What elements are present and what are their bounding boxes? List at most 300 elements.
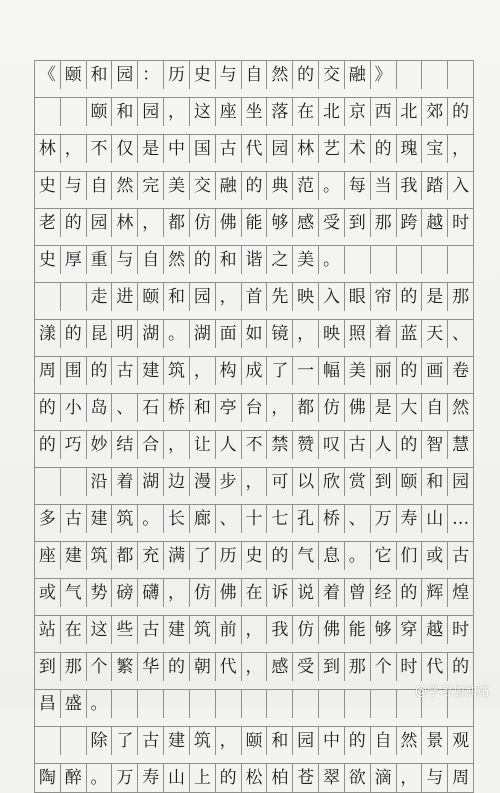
grid-cell: 中 xyxy=(319,727,345,755)
grid-cell: 筑 xyxy=(112,505,138,533)
grid-cell: 都 xyxy=(164,209,190,237)
grid-cell: 自 xyxy=(87,172,113,200)
grid-cell: 感 xyxy=(267,653,293,681)
grid-cell: 代 xyxy=(242,135,268,163)
grid-cell: 气 xyxy=(293,542,319,570)
grid-cell: 朝 xyxy=(190,653,216,681)
grid-cell: 廊 xyxy=(190,505,216,533)
grid-cell: 建 xyxy=(164,727,190,755)
grid-cell: 的 xyxy=(35,394,61,422)
essay-row xyxy=(34,97,474,126)
row-gap xyxy=(34,496,474,504)
row-gap xyxy=(34,533,474,541)
grid-cell: 史 xyxy=(35,172,61,200)
grid-cell: 万 xyxy=(112,764,138,792)
grid-cell: 那 xyxy=(345,653,371,681)
grid-cell: 颐 xyxy=(138,283,164,311)
grid-cell: 明 xyxy=(112,320,138,348)
grid-cell: 不 xyxy=(87,135,113,163)
grid-cell: 历 xyxy=(164,61,190,89)
grid-cell: 古 xyxy=(138,616,164,644)
grid-cell: 大 xyxy=(397,394,423,422)
grid-cell xyxy=(448,246,474,274)
grid-cell xyxy=(242,690,268,718)
grid-cell: 然 xyxy=(164,246,190,274)
grid-cell: ， xyxy=(242,468,268,496)
grid-cell: 松 xyxy=(242,764,268,792)
grid-cell: 能 xyxy=(345,616,371,644)
grid-cell: 和 xyxy=(190,394,216,422)
grid-cell: 建 xyxy=(164,616,190,644)
grid-cell: 、 xyxy=(345,505,371,533)
grid-cell xyxy=(319,690,345,718)
grid-cell: 建 xyxy=(87,505,113,533)
grid-cell: 前 xyxy=(216,616,242,644)
grid-cell: 林 xyxy=(112,209,138,237)
grid-cell: 的 xyxy=(216,764,242,792)
grid-cell: 石 xyxy=(138,394,164,422)
grid-cell: 万 xyxy=(371,505,397,533)
grid-cell: 着 xyxy=(112,468,138,496)
grid-cell: 代 xyxy=(216,653,242,681)
grid-cell: 或 xyxy=(35,579,61,607)
grid-cell: 仅 xyxy=(112,135,138,163)
grid-cell: 史 xyxy=(35,246,61,274)
grid-cell xyxy=(216,690,242,718)
grid-cell: 园 xyxy=(190,283,216,311)
grid-cell: 林 xyxy=(35,135,61,163)
grid-cell: 美 xyxy=(293,246,319,274)
row-gap xyxy=(34,163,474,171)
grid-cell: 周 xyxy=(448,764,474,792)
grid-cell: 智 xyxy=(422,431,448,459)
grid-cell: 越 xyxy=(422,616,448,644)
grid-cell: 我 xyxy=(397,172,423,200)
grid-cell: 古 xyxy=(138,727,164,755)
grid-cell: 个 xyxy=(371,653,397,681)
grid-cell: 经 xyxy=(371,579,397,607)
grid-cell: 是 xyxy=(422,283,448,311)
grid-cell: 宝 xyxy=(422,135,448,163)
essay-row xyxy=(34,393,474,422)
grid-cell: 些 xyxy=(112,616,138,644)
row-gap xyxy=(34,89,474,97)
grid-cell: 。 xyxy=(345,542,371,570)
grid-cell: 园 xyxy=(138,98,164,126)
grid-cell: 以 xyxy=(293,468,319,496)
grid-cell: 术 xyxy=(345,135,371,163)
grid-cell: 周 xyxy=(35,357,61,385)
grid-cell: 完 xyxy=(138,172,164,200)
grid-cell: 们 xyxy=(397,542,423,570)
grid-cell: 可 xyxy=(267,468,293,496)
grid-cell: 的 xyxy=(397,431,423,459)
grid-cell: 佛 xyxy=(216,209,242,237)
grid-cell: 融 xyxy=(216,172,242,200)
grid-cell: 园 xyxy=(267,135,293,163)
grid-cell: 天 xyxy=(422,320,448,348)
grid-cell: 时 xyxy=(448,209,474,237)
grid-cell: 与 xyxy=(112,246,138,274)
grid-cell: 漾 xyxy=(35,320,61,348)
essay-row xyxy=(34,208,474,237)
grid-cell: 之 xyxy=(267,246,293,274)
grid-cell: 观 xyxy=(448,727,474,755)
grid-cell: 然 xyxy=(267,61,293,89)
grid-cell: 交 xyxy=(319,61,345,89)
grid-cell xyxy=(61,468,87,496)
grid-cell xyxy=(112,690,138,718)
grid-cell: 十 xyxy=(242,505,268,533)
grid-cell: 瑰 xyxy=(397,135,423,163)
grid-cell: 与 xyxy=(216,61,242,89)
grid-cell: 山 xyxy=(422,505,448,533)
grid-cell: 京 xyxy=(345,98,371,126)
grid-cell: 在 xyxy=(61,616,87,644)
grid-cell: 都 xyxy=(112,542,138,570)
grid-cell: 人 xyxy=(371,431,397,459)
essay-row xyxy=(34,726,474,755)
row-gap xyxy=(34,200,474,208)
grid-cell: 翠 xyxy=(319,764,345,792)
grid-cell: 。 xyxy=(164,320,190,348)
grid-cell: 北 xyxy=(397,98,423,126)
grid-cell: 建 xyxy=(138,357,164,385)
grid-cell: 走 xyxy=(87,283,113,311)
grid-cell: 多 xyxy=(35,505,61,533)
grid-cell: 落 xyxy=(267,98,293,126)
grid-cell: 诉 xyxy=(267,579,293,607)
grid-cell: 厚 xyxy=(61,246,87,274)
grid-cell: 颐 xyxy=(61,61,87,89)
grid-cell: 盛 xyxy=(61,690,87,718)
grid-cell: 郊 xyxy=(422,98,448,126)
grid-cell: 西 xyxy=(371,98,397,126)
essay-row xyxy=(34,763,474,793)
grid-cell: 筑 xyxy=(190,727,216,755)
grid-cell xyxy=(422,246,448,274)
grid-cell: ， xyxy=(216,727,242,755)
grid-cell: 眼 xyxy=(345,283,371,311)
grid-cell: 当 xyxy=(371,172,397,200)
grid-cell: ， xyxy=(448,135,474,163)
grid-cell: 步 xyxy=(216,468,242,496)
grid-cell: 和 xyxy=(112,98,138,126)
grid-cell: 照 xyxy=(345,320,371,348)
grid-cell: 上 xyxy=(190,764,216,792)
grid-cell: 苍 xyxy=(293,764,319,792)
grid-cell: 首 xyxy=(242,283,268,311)
grid-cell: 仿 xyxy=(190,209,216,237)
row-gap xyxy=(34,755,474,763)
grid-cell: 势 xyxy=(87,579,113,607)
grid-cell: 到 xyxy=(319,653,345,681)
grid-cell: 着 xyxy=(371,320,397,348)
grid-cell: 到 xyxy=(35,653,61,681)
grid-cell: 自 xyxy=(371,727,397,755)
row-gap xyxy=(34,422,474,430)
grid-cell: 人 xyxy=(216,431,242,459)
row-gap xyxy=(34,718,474,726)
essay-row xyxy=(34,430,474,459)
grid-cell: 典 xyxy=(267,172,293,200)
grid-cell: 湖 xyxy=(138,468,164,496)
grid-cell: 边 xyxy=(164,468,190,496)
grid-cell: 构 xyxy=(216,357,242,385)
row-gap xyxy=(34,644,474,652)
grid-cell: 史 xyxy=(242,542,268,570)
grid-cell: 蓝 xyxy=(397,320,423,348)
essay-row xyxy=(34,245,474,274)
grid-cell: 七 xyxy=(267,505,293,533)
grid-cell: 镜 xyxy=(267,320,293,348)
grid-cell: 的 xyxy=(397,579,423,607)
title-row xyxy=(34,60,474,89)
grid-cell: 。 xyxy=(138,505,164,533)
row-gap xyxy=(34,126,474,134)
grid-cell: 佛 xyxy=(216,579,242,607)
grid-cell: 欲 xyxy=(345,764,371,792)
grid-cell: 颐 xyxy=(87,98,113,126)
grid-cell: 着 xyxy=(319,579,345,607)
grid-cell: 景 xyxy=(422,727,448,755)
essay-row xyxy=(34,134,474,163)
grid-cell: 筑 xyxy=(164,357,190,385)
grid-cell: 湖 xyxy=(138,320,164,348)
grid-cell: 昌 xyxy=(35,690,61,718)
grid-cell: 这 xyxy=(190,98,216,126)
grid-cell: 除 xyxy=(87,727,113,755)
grid-cell: 息 xyxy=(319,542,345,570)
grid-cell: 受 xyxy=(319,209,345,237)
grid-cell: 》 xyxy=(371,61,397,89)
grid-cell: 佛 xyxy=(345,394,371,422)
essay-row xyxy=(34,689,474,718)
grid-cell: ， xyxy=(138,209,164,237)
grid-cell: 入 xyxy=(448,172,474,200)
grid-cell: 寿 xyxy=(397,505,423,533)
grid-cell xyxy=(35,98,61,126)
grid-cell: 妙 xyxy=(87,431,113,459)
grid-cell: 时 xyxy=(448,616,474,644)
grid-cell: 华 xyxy=(138,653,164,681)
grid-cell: 座 xyxy=(216,98,242,126)
grid-cell: 够 xyxy=(267,209,293,237)
row-gap xyxy=(34,459,474,467)
grid-cell: 坐 xyxy=(242,98,268,126)
grid-cell: 。 xyxy=(87,690,113,718)
grid-cell: 入 xyxy=(319,283,345,311)
grid-cell: 卷 xyxy=(448,357,474,385)
grid-cell xyxy=(35,468,61,496)
grid-cell: 自 xyxy=(242,61,268,89)
grid-cell: 和 xyxy=(422,468,448,496)
grid-cell: 在 xyxy=(242,579,268,607)
grid-cell: 踏 xyxy=(422,172,448,200)
essay-row xyxy=(34,615,474,644)
grid-cell: 重 xyxy=(87,246,113,274)
grid-cell: 都 xyxy=(293,394,319,422)
grid-cell: 我 xyxy=(267,616,293,644)
grid-cell: 古 xyxy=(448,542,474,570)
grid-cell: ， xyxy=(216,283,242,311)
grid-cell: 《 xyxy=(35,61,61,89)
grid-cell: 座 xyxy=(35,542,61,570)
grid-cell: 湖 xyxy=(190,320,216,348)
grid-cell: 、 xyxy=(216,505,242,533)
grid-cell: ： xyxy=(138,61,164,89)
grid-cell xyxy=(267,690,293,718)
grid-cell: 寿 xyxy=(138,764,164,792)
grid-cell: 礴 xyxy=(138,579,164,607)
grid-cell: 满 xyxy=(164,542,190,570)
grid-cell: 和 xyxy=(87,61,113,89)
grid-cell: 。 xyxy=(87,764,113,792)
grid-cell: 与 xyxy=(422,764,448,792)
grid-cell: 孔 xyxy=(293,505,319,533)
grid-cell: 到 xyxy=(345,209,371,237)
grid-cell: 史 xyxy=(190,61,216,89)
grid-cell xyxy=(138,690,164,718)
grid-cell: 个 xyxy=(87,653,113,681)
grid-cell: … xyxy=(448,505,474,533)
row-gap xyxy=(34,607,474,615)
grid-cell: 一 xyxy=(293,357,319,385)
grid-cell: 丽 xyxy=(371,357,397,385)
grid-cell: 筑 xyxy=(190,616,216,644)
grid-cell: 是 xyxy=(138,135,164,163)
grid-cell: 园 xyxy=(112,61,138,89)
grid-cell: 建 xyxy=(61,542,87,570)
grid-cell: 进 xyxy=(112,283,138,311)
essay-row xyxy=(34,282,474,311)
row-gap xyxy=(34,681,474,689)
grid-cell: 帘 xyxy=(371,283,397,311)
grid-cell: 或 xyxy=(422,542,448,570)
grid-cell: 气 xyxy=(61,579,87,607)
grid-cell: 国 xyxy=(190,135,216,163)
grid-cell xyxy=(35,727,61,755)
grid-cell xyxy=(371,690,397,718)
manuscript-grid xyxy=(34,60,474,793)
row-gap xyxy=(34,311,474,319)
grid-cell: 磅 xyxy=(112,579,138,607)
grid-cell: 园 xyxy=(87,209,113,237)
grid-cell xyxy=(448,61,474,89)
grid-cell xyxy=(61,283,87,311)
grid-cell: 的 xyxy=(35,431,61,459)
grid-cell: 结 xyxy=(112,431,138,459)
grid-cell: 谐 xyxy=(242,246,268,274)
grid-cell: 站 xyxy=(35,616,61,644)
grid-cell xyxy=(345,690,371,718)
grid-cell: 了 xyxy=(267,357,293,385)
grid-cell: 映 xyxy=(293,283,319,311)
grid-cell: 的 xyxy=(371,135,397,163)
grid-cell: 山 xyxy=(164,764,190,792)
grid-cell xyxy=(397,61,423,89)
grid-cell xyxy=(190,690,216,718)
grid-cell: ， xyxy=(293,320,319,348)
grid-cell: 的 xyxy=(242,172,268,200)
grid-cell: 、 xyxy=(112,394,138,422)
row-gap xyxy=(34,385,474,393)
grid-cell: 颐 xyxy=(242,727,268,755)
grid-cell: 能 xyxy=(242,209,268,237)
grid-cell: 了 xyxy=(190,542,216,570)
grid-cell: 在 xyxy=(293,98,319,126)
essay-row xyxy=(34,356,474,385)
grid-cell: 古 xyxy=(112,357,138,385)
grid-cell: 煌 xyxy=(448,579,474,607)
grid-cell: 台 xyxy=(242,394,268,422)
grid-cell: 让 xyxy=(190,431,216,459)
grid-cell: 那 xyxy=(448,283,474,311)
grid-cell: 越 xyxy=(422,209,448,237)
grid-cell: 古 xyxy=(216,135,242,163)
grid-cell: 。 xyxy=(319,246,345,274)
grid-cell: 成 xyxy=(242,357,268,385)
grid-cell: 受 xyxy=(293,653,319,681)
row-gap xyxy=(34,348,474,356)
grid-cell: 够 xyxy=(371,616,397,644)
grid-cell xyxy=(293,690,319,718)
grid-cell: 辉 xyxy=(422,579,448,607)
grid-cell: 桥 xyxy=(319,505,345,533)
grid-cell: 自 xyxy=(138,246,164,274)
grid-cell: 跨 xyxy=(397,209,423,237)
grid-cell: 小 xyxy=(61,394,87,422)
grid-cell: 林 xyxy=(293,135,319,163)
grid-cell: 仿 xyxy=(319,394,345,422)
grid-cell: 和 xyxy=(267,727,293,755)
grid-cell: 叹 xyxy=(319,431,345,459)
grid-cell: 巧 xyxy=(61,431,87,459)
grid-cell: 时 xyxy=(397,653,423,681)
grid-cell: 古 xyxy=(61,505,87,533)
grid-cell xyxy=(397,246,423,274)
row-gap xyxy=(34,237,474,245)
grid-cell: 老 xyxy=(35,209,61,237)
grid-cell: 不 xyxy=(242,431,268,459)
essay-row xyxy=(34,319,474,348)
grid-cell: 艺 xyxy=(319,135,345,163)
grid-cell: 昆 xyxy=(87,320,113,348)
grid-cell: 的 xyxy=(164,653,190,681)
grid-cell: 自 xyxy=(422,394,448,422)
grid-cell: 欣 xyxy=(319,468,345,496)
grid-cell xyxy=(61,98,87,126)
grid-cell: 佛 xyxy=(319,616,345,644)
grid-cell: ， xyxy=(242,653,268,681)
grid-cell: 美 xyxy=(345,357,371,385)
essay-row xyxy=(34,171,474,200)
grid-cell: 是 xyxy=(371,394,397,422)
grid-cell: 醉 xyxy=(61,764,87,792)
grid-cell: 和 xyxy=(164,283,190,311)
grid-cell: 赞 xyxy=(293,431,319,459)
grid-cell: 代 xyxy=(422,653,448,681)
grid-cell: 如 xyxy=(242,320,268,348)
grid-cell: 园 xyxy=(448,468,474,496)
grid-cell: 的 xyxy=(397,357,423,385)
grid-cell: 仿 xyxy=(293,616,319,644)
grid-cell: 。 xyxy=(319,172,345,200)
grid-cell: 它 xyxy=(371,542,397,570)
grid-cell: ， xyxy=(164,98,190,126)
grid-cell: 感 xyxy=(293,209,319,237)
grid-cell xyxy=(422,61,448,89)
